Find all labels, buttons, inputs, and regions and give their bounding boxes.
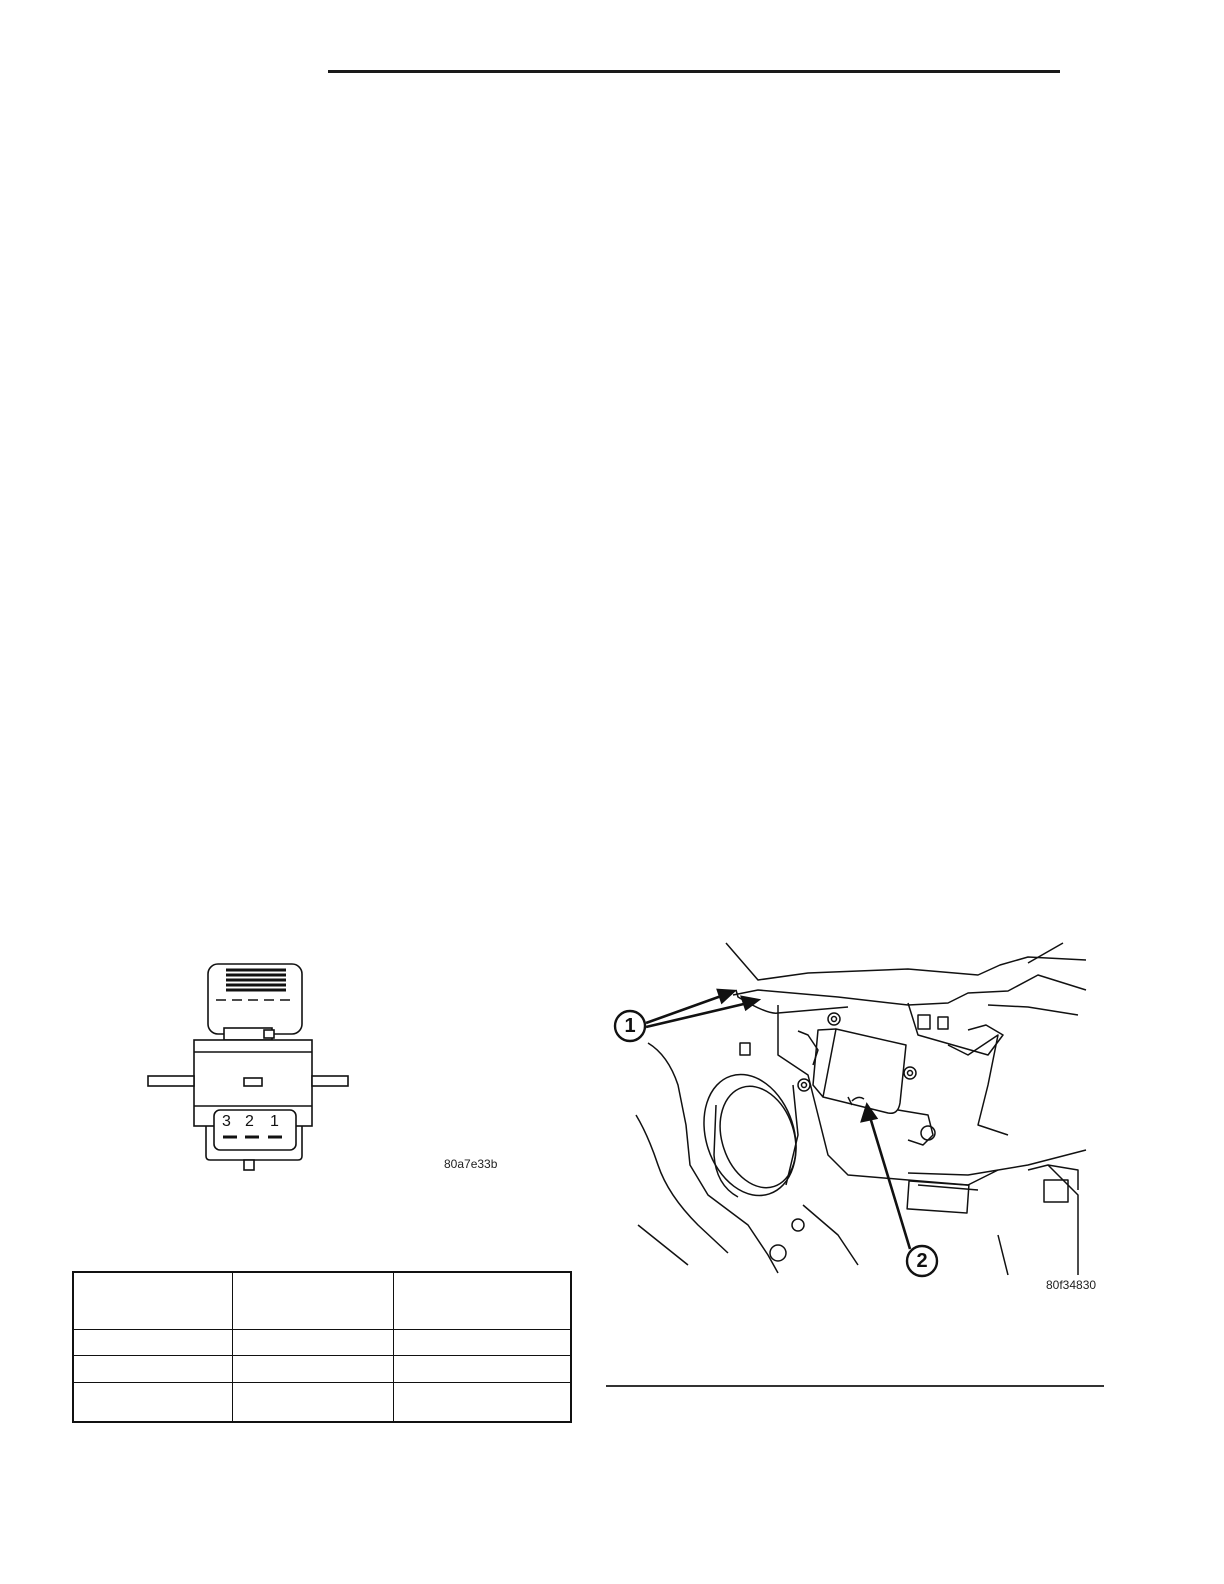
table-cell	[394, 1356, 572, 1382]
table-row	[73, 1330, 571, 1356]
pin-label-1: 1	[270, 1113, 279, 1130]
table-cell	[394, 1330, 572, 1356]
installation-drawing	[608, 935, 1094, 1280]
table-row	[73, 1356, 571, 1382]
connector-drawing	[140, 960, 520, 1180]
header-rule	[328, 70, 1060, 73]
table-row	[73, 1382, 571, 1422]
callout-1: 1	[624, 1015, 636, 1037]
table-cell	[394, 1382, 572, 1422]
pin-label-2: 2	[245, 1113, 254, 1130]
table-cell	[233, 1356, 394, 1382]
pin-label-3: 3	[222, 1113, 231, 1130]
table-cell	[73, 1356, 233, 1382]
pin-table	[72, 1271, 572, 1423]
figure-connector-id: 80a7e33b	[444, 1157, 498, 1171]
figure-installation-id: 80f34830	[1046, 1278, 1097, 1292]
table-header-cell	[73, 1272, 233, 1330]
table-header-cell	[394, 1272, 572, 1330]
table-cell	[73, 1382, 233, 1422]
table-header-cell	[233, 1272, 394, 1330]
table-cell	[233, 1330, 394, 1356]
table-cell	[233, 1382, 394, 1422]
table-cell	[73, 1330, 233, 1356]
figure-installation	[608, 935, 1094, 1280]
callout-2: 2	[916, 1250, 928, 1272]
table-header-row	[73, 1272, 571, 1330]
figure-connector	[140, 960, 520, 1180]
section-rule	[606, 1385, 1104, 1387]
